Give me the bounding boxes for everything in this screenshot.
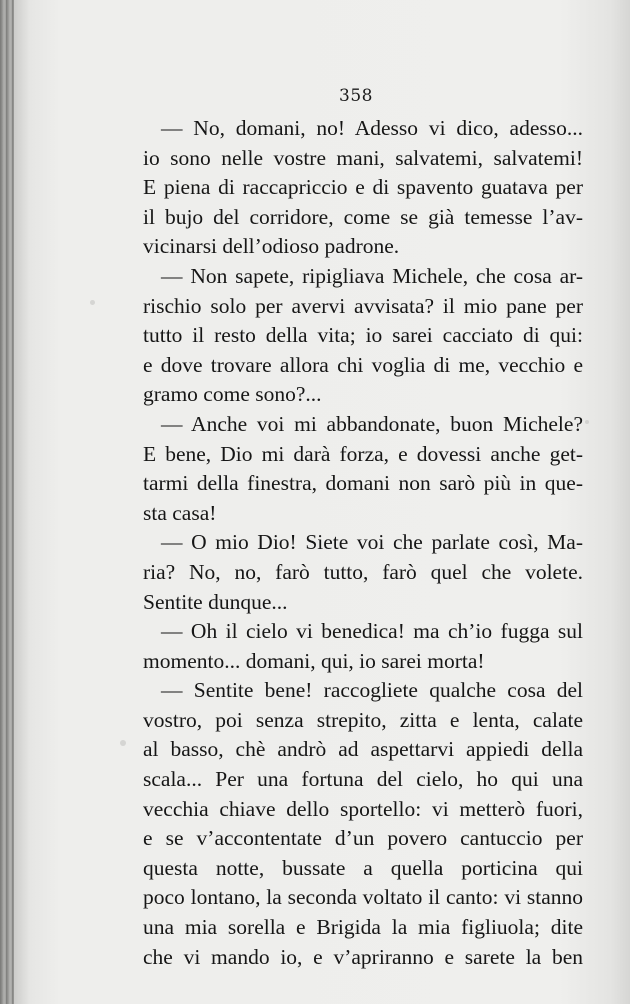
text-line: vicinarsi dell’odioso padrone. [143,234,400,259]
text-line: — No, domani, no! Adesso vi dico, adesso... [161,116,583,140]
text-line: poco lontano, la seconda voltato il canto: vi stanno [143,885,583,910]
text-line: — Non sapete, ripigliava Michele, che cosa ar- [161,263,583,288]
text-line: questa notte, bussate a quella porticina qui [143,855,583,880]
text-line: e dove trovare allora chi voglia di me, vecchio e [143,352,583,377]
text-line: Sentite dunque... [143,589,288,614]
text-line: al basso, chè andrò ad aspettarvi appiedi della [143,737,583,762]
text-line: — Sentite bene! raccogliete qualche cosa del [161,678,583,703]
text-line: E piena di raccapriccio e di spavento guatava per [143,175,583,200]
text-line: — O mio Dio! Siete voi che parlate così, Ma- [161,530,583,555]
body-text [143,114,583,972]
paper-speck [90,300,95,305]
text-line: — Oh il cielo vi benedica! ma ch’io fugga sul [161,619,583,644]
text-line: e se v’accontentate d’un povero cantuccio per [143,826,583,851]
text-line: gramo come sono?... [143,382,322,407]
text-line: tarmi della finestra, domani non sarò più in que- [143,471,583,496]
text-line: ria? No, no, farò tutto, farò quel che volete. [143,559,583,584]
text-line: E bene, Dio mi darà forza, e dovessi anche get- [143,441,583,466]
text-line: che vi mando io, e v’apriranno e sarete la ben [143,944,583,969]
text-line: sta casa! [143,500,217,525]
page-number: 358 [339,86,373,106]
text-line: momento... domani, qui, io sarei morta! [143,648,485,673]
text-line: — Anche voi mi abbandonate, buon Michele? [161,411,583,436]
text-line: tutto il resto della vita; io sarei cacciato di qui: [143,323,583,348]
text-line: vecchia chiave dello sportello: vi metterò fuori, [143,796,583,821]
text-line: una mia sorella e Brigida la mia figliuola; dite [143,915,583,940]
text-line: rischio solo per avervi avvisata? il mio pane per [143,293,583,318]
text-line: scala... Per una fortuna del cielo, ho qui una [143,767,583,792]
paper-speck [120,740,126,746]
paper-speck [585,420,589,424]
text-line: il bujo del corridore, come se già temesse l’av- [143,204,583,229]
text-line: io sono nelle vostre mani, salvatemi, salvatemi! [143,145,583,170]
text-line: vostro, poi senza strepito, zitta e lenta, calate [143,707,583,732]
book-spine-shadow [0,0,14,1004]
